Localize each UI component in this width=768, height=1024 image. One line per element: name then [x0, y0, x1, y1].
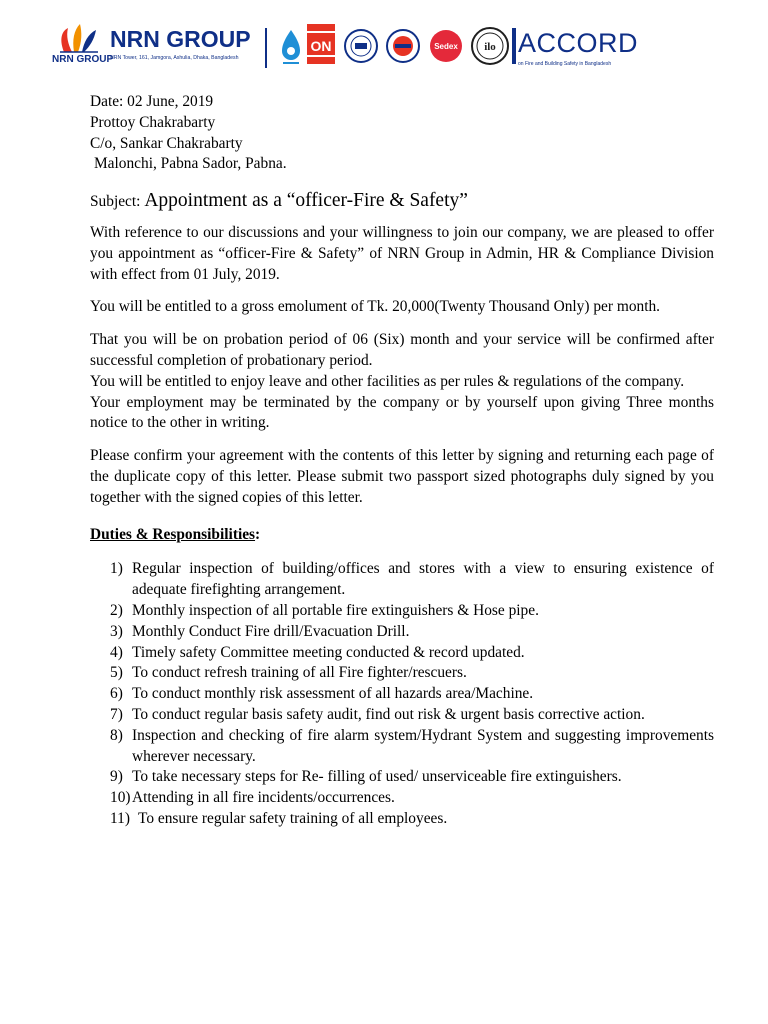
list-item	[110, 643, 714, 664]
svg-text:ilo: ilo	[484, 41, 496, 53]
list-item-number: 2)	[110, 601, 123, 619]
ilo-logo	[470, 26, 510, 66]
paragraph-salary: You will be entitled to a gross emolument of Tk. 20,000(Twenty Thousand Only) per month.	[90, 298, 661, 316]
certification-seal-logo	[385, 28, 421, 64]
paragraph-termination: Your employment may be terminated by the company or by yourself upon giving Three months notice to the other in writing.	[90, 393, 714, 432]
care-of: C/o, Sankar Chakrabarty	[90, 134, 243, 152]
duties-heading-text: Duties & Responsibilities	[90, 525, 256, 543]
list-item	[110, 663, 714, 684]
list-item	[110, 684, 714, 705]
paragraph-probation: That you will be on probation period of 06 (Six) month and your service will be confirmed after successful completion of probationary period.	[90, 331, 714, 369]
sedex-logo	[428, 28, 464, 64]
letterhead	[52, 22, 639, 74]
list-item	[110, 705, 714, 726]
subject-title: Appointment as a “officer-Fire & Safety”	[144, 190, 468, 212]
brand-address: NRN Tower, 161, Jamgora, Ashulia, Dhaka, Bangladesh	[110, 55, 239, 61]
list-item-text: Inspection and checking of fire alarm system/Hydrant System and suggesting improvements wherever necessary.	[132, 726, 714, 765]
list-item-text: To conduct regular basis safety audit, find out risk & urgent basis corrective action.	[132, 705, 645, 723]
list-item-text: Attending in all fire incidents/occurrences.	[132, 789, 395, 807]
list-item-number: 10)	[110, 789, 131, 807]
duties-list	[110, 559, 714, 829]
list-item-number: 4)	[110, 643, 123, 661]
list-item-text: To take necessary steps for Re- filling of used/ unserviceable fire extinguishers.	[132, 768, 622, 786]
list-item-number: 3)	[110, 622, 123, 640]
list-item	[110, 559, 714, 601]
accord-name: ACCORD	[518, 28, 639, 58]
recipient-address-text: Malonchi, Pabna Sador, Pabna.	[94, 155, 287, 173]
recipient-name: Prottoy Chakrabarty	[90, 113, 216, 131]
duties-heading	[90, 525, 714, 546]
svg-text:ON: ON	[310, 38, 332, 54]
list-item-number: 1)	[110, 560, 123, 578]
list-item-number: 8)	[110, 726, 123, 744]
recipient-block	[90, 92, 714, 175]
letter-date: Date: 02 June, 2019	[90, 93, 214, 110]
accord-subtitle: on Fire and Building Safety in Bangladesh	[518, 61, 612, 67]
list-item	[110, 622, 714, 643]
paragraph-confirmation: Please confirm your agreement with the contents of this letter by signing and returning each page of the duplicate copy of this letter. Please submit two passport sized photographs duly signed by you together with the signed copies of this letter.	[90, 447, 714, 506]
list-item-number: 7)	[110, 705, 123, 723]
letter-body	[90, 92, 714, 830]
list-item	[110, 601, 714, 622]
svg-text:Sedex: Sedex	[434, 42, 458, 51]
logo-caption: NRN GROUP	[52, 54, 114, 65]
list-item	[110, 809, 714, 830]
list-item-text: Monthly Conduct Fire drill/Evacuation Drill.	[132, 622, 410, 640]
list-item-number: 5)	[110, 664, 123, 682]
paragraph-leave: You will be entitled to enjoy leave and other facilities as per rules & regulations of the company.	[90, 372, 685, 390]
list-item-text: Regular inspection of building/offices and stores with a view to ensuring existence of adequate firefighting arrangement.	[132, 560, 714, 599]
list-item	[110, 767, 714, 788]
list-item-text: To conduct refresh training of all Fire fighter/rescuers.	[132, 664, 467, 682]
list-item	[110, 788, 714, 809]
list-item-number: 11)	[110, 809, 130, 827]
list-item-number: 6)	[110, 685, 123, 703]
letterhead-divider	[265, 28, 267, 68]
list-item	[110, 726, 714, 768]
bsci-seal-logo	[343, 28, 379, 64]
list-item-number: 9)	[110, 768, 123, 786]
list-item-text: To conduct monthly risk assessment of all hazards area/Machine.	[132, 685, 534, 703]
subject-line	[90, 191, 714, 213]
list-item-text: To ensure regular safety training of all employees.	[138, 809, 448, 827]
water-drop-logo	[280, 28, 302, 66]
duties-heading-colon: :	[255, 525, 261, 543]
subject-label: Subject:	[90, 193, 141, 211]
cotton-on-group-logo	[307, 24, 335, 68]
list-item-text: Monthly inspection of all portable fire extinguishers & Hose pipe.	[132, 601, 539, 619]
recipient-address	[90, 154, 714, 175]
list-item-text: Timely safety Committee meeting conducted & record updated.	[132, 643, 525, 661]
paragraph-offer: With reference to our discussions and your willingness to join our company, we are pleased to offer you appointment as “officer-Fire & Safety” of NRN Group in Admin, HR & Compliance Division with effect from 01 July, 2019.	[90, 223, 714, 283]
brand-name: NRN GROUP	[110, 26, 251, 52]
